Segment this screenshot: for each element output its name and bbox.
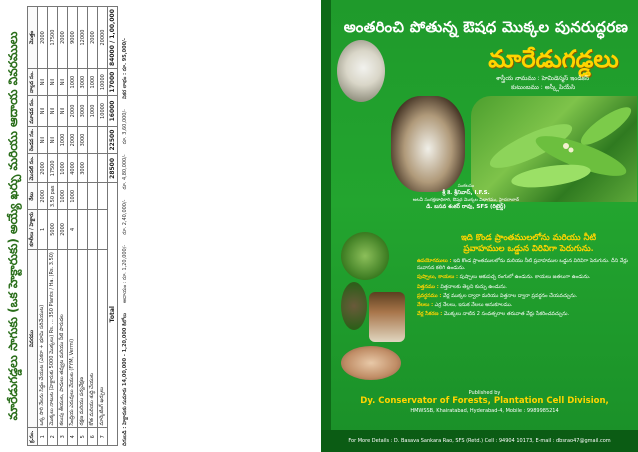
table-cell: 2000: [88, 7, 98, 69]
contact-details: For More Details : D. Basava Sankara Rao, SFS (Retd.) Cell : 94904 10173, E-mail : dbsrao47@gmail.com: [348, 438, 611, 444]
table-cell: 3: [58, 428, 68, 446]
credits-coauthor: డి. బసవ శంకర్ రావు, SFS (రిటైర్డ్): [426, 204, 506, 210]
table-cell: [78, 183, 88, 210]
col-header: నాల్గవ సం.: [28, 69, 38, 96]
info-text: పుష్పాలు ఆకుపచ్చ రంగులో ఉండును. కాయలు జతలుగా ఉండును.: [459, 274, 591, 281]
table-row: [38, 7, 48, 446]
cost-table-body: [38, 7, 118, 446]
table-cell: [88, 210, 98, 250]
col-header: కూలీలు / హెక్టారు: [28, 210, 38, 250]
table-row: [88, 7, 98, 446]
table-cell: 3000: [78, 126, 88, 154]
table-cell: 1: [38, 428, 48, 446]
farmer-photo: [369, 292, 405, 342]
publisher-name: Dy. Conservator of Forests, Plantation Cell Division,: [360, 396, 609, 406]
credits-designation: అటవీ సంరక్షణాధికారి, ఔషధ మొక్కల విభాగము, హైదరాబాద్: [412, 198, 520, 203]
table-cell: 10000: [98, 69, 108, 96]
table-cell: 5: [78, 428, 88, 446]
table-cell: 2000: [58, 210, 68, 250]
table-cell: మొక్కలు నాటుట (హెక్టారుకు 5000 మొక్కలు) Rs. ... 350 Plants / Ha. (Rs. 3.50): [48, 249, 58, 428]
info-paragraph: [417, 258, 629, 272]
col-header: మొత్తం: [28, 7, 38, 69]
cost-table: [27, 6, 118, 446]
info-label: ప్రవర్ధనము :: [417, 292, 442, 299]
publisher-address: HMWSSB, Khairatabad, Hyderabad-4, Mobile : 9989985214: [410, 408, 559, 414]
top-title: అంతరించి పోతున్న ఔషధ మొక్కల పునరుద్ధరణ: [343, 18, 629, 36]
info-text: విత్తనాలకు తెల్లని కుచ్చు ఉండును.: [440, 283, 508, 290]
col-header: వివరము: [28, 249, 38, 428]
table-cell: Nil: [58, 69, 68, 96]
table-cell: 1000: [58, 126, 68, 154]
table-cell: 12000: [78, 7, 88, 69]
table-cell: రక్షణ మరియు పర్యవేక్షణ: [78, 249, 88, 428]
total-row: [108, 7, 118, 446]
info-label: విత్తనము :: [417, 283, 439, 290]
cost-table-title: మారేడుగడ్డలు సాగుకు (ఒక హెక్టారుకు) అయ్యే ఖర్చు మరియు ఆదాయ వివరములు: [6, 31, 20, 421]
table-cell: 2000: [68, 126, 78, 154]
table-row: [98, 7, 108, 446]
table-cell: కలుపు తీయుట, పాదులు తవ్వుట మరియు నీటి పారుదల: [58, 249, 68, 428]
income-note: ఆదాయం : రూ. 1,20,000/-: [122, 244, 128, 304]
table-cell: [88, 154, 98, 183]
contact-footer: [321, 430, 638, 452]
table-cell: Nil: [48, 96, 58, 127]
credits-author: శ్రీ కె. శ్రీనివాస్, I.F.S.: [442, 190, 490, 196]
table-cell: Nil: [58, 96, 68, 127]
table-cell: 1: [38, 210, 48, 250]
info-text: వేర్ల ముక్కల ద్వారా మరియు విత్తనాల ద్వారా ప్రవర్ధనం చేయవచ్చును.: [442, 292, 578, 299]
table-cell: 4: [68, 428, 78, 446]
table-cell: 2000: [38, 7, 48, 69]
table-header-row: [28, 7, 38, 446]
table-cell: [88, 126, 98, 154]
table-cell: 3000: [78, 154, 88, 183]
table-cell: 2: [48, 428, 58, 446]
income-note: రూ. 2,40,000/-: [122, 199, 128, 235]
table-cell: Nil: [38, 96, 48, 127]
info-label: నేలలు :: [417, 302, 434, 309]
total-cell: 22500: [108, 126, 118, 154]
plant-info: [417, 258, 629, 320]
table-cell: 20000: [98, 7, 108, 69]
table-cell: 17500: [48, 154, 58, 183]
table-row: [58, 7, 68, 446]
published-by-label: Published by: [468, 390, 501, 396]
table-row: [48, 7, 58, 446]
info-label: ఉపయోగములు :: [417, 258, 452, 264]
total-label: Total: [108, 183, 118, 446]
table-cell: 1000: [58, 154, 68, 183]
table-cell: [78, 210, 88, 250]
table-cell: ఒక్క సారి నేలను సిద్ధం చేయుట (ఎకరా + భూమి సరిచేయుట): [38, 249, 48, 428]
table-cell: Nil: [38, 126, 48, 154]
table-cell: 9000: [68, 7, 78, 69]
info-paragraph: [417, 284, 629, 291]
info-text: మొక్కలు నాటిన 2 సంవత్సరాల తరువాత వేర్లు సేకరించవచ్చును.: [443, 311, 570, 318]
info-paragraph: [417, 311, 629, 318]
tree-photo: [341, 232, 389, 280]
info-text: ఎర్ర నేలలు, ఇసుక నేలలు అనుకూలము.: [434, 302, 513, 309]
table-cell: సేంద్రియ ఎరువులు వేయుట (FYM, Vermi): [68, 249, 78, 428]
table-cell: 4000: [68, 154, 78, 183]
table-cell: 2000: [38, 154, 48, 183]
seed-photo: [337, 40, 385, 102]
col-header: మూడవ సం.: [28, 96, 38, 127]
table-cell: 1000: [68, 69, 78, 96]
income-note: రూ. 4,80,000/-: [122, 154, 128, 190]
info-label: పుష్పాలు, కాయలు :: [417, 274, 458, 281]
table-cell: [88, 183, 98, 210]
credits-heading: సంకలనం: [457, 184, 475, 189]
income-notes: [122, 6, 129, 446]
table-cell: 1000: [58, 183, 68, 210]
table-cell: 2000: [38, 183, 48, 210]
scientific-name: శాస్త్రీయ నామము : హెమిడెస్మస్ ఇండికస్: [496, 75, 590, 82]
col-header: క్ర.సం.: [28, 428, 38, 446]
table-cell: 7: [98, 428, 108, 446]
table-cell: Nil: [48, 126, 58, 154]
table-cell: 3000: [78, 69, 88, 96]
total-cell: 16000: [108, 96, 118, 127]
tuber-photo: [341, 346, 401, 380]
table-cell: [98, 183, 108, 210]
info-paragraph: [417, 293, 629, 300]
table-cell: Nil: [38, 69, 48, 96]
table-cell: [98, 210, 108, 250]
net-profit-note: నికర లాభం : రూ. 95,000/-: [122, 38, 128, 100]
brochure-cover: [321, 0, 638, 452]
col-header: మొదటి సం.: [28, 154, 38, 183]
table-row: [68, 7, 78, 446]
yield-note: దిగుబడి : హెక్టారుకు సుమారు 14,00,000 - 1,20,000 కిలోలు: [122, 313, 128, 446]
table-cell: Nil: [48, 69, 58, 96]
col-header: రెండవ సం.: [28, 126, 38, 154]
table-cell: మార్కెటింగ్ ఖర్చులు: [98, 249, 108, 428]
main-title: మారేడుగడ్డలు: [488, 44, 619, 73]
table-cell: 3.50 pas: [48, 183, 58, 210]
publisher-block: [331, 390, 638, 414]
table-cell: 4: [68, 210, 78, 250]
table-cell: 1000: [88, 96, 98, 127]
family-name: కుటుంబము : అస్క్లీపియేసి: [511, 84, 576, 91]
seed-pod-photo: [391, 96, 465, 192]
table-cell: 6: [88, 428, 98, 446]
info-label: వేర్ల సేకరణ :: [417, 311, 443, 318]
credits-block: [391, 183, 541, 211]
income-note: రూ. 3,60,000/-: [122, 109, 128, 145]
total-cell: 84000 / 1,00,000: [108, 7, 118, 69]
table-cell: 2000: [68, 96, 78, 127]
table-cell: 1000: [68, 183, 78, 210]
col-header: రేటు: [28, 183, 38, 210]
table-cell: 2000: [58, 7, 68, 69]
total-cell: 28500: [108, 154, 118, 183]
total-cell: 17000: [108, 69, 118, 96]
plant-stem-photo: [341, 282, 367, 330]
table-cell: [98, 154, 108, 183]
table-cell: 1000: [88, 69, 98, 96]
info-paragraph: [417, 302, 629, 309]
table-cell: 3000: [78, 96, 88, 127]
fold-bar: [321, 0, 331, 452]
table-row: [78, 7, 88, 446]
table-cell: 5000: [48, 210, 58, 250]
table-cell: [98, 126, 108, 154]
table-cell: కోత మరియు శుద్ధి చేయుట: [88, 249, 98, 428]
table-cell: 10000: [98, 96, 108, 127]
habitat-highlight: ఇది కొండ ప్రాంతములలోను మరియు నీటి ప్రవాహముల ఒడ్డున విరివిగా పెరుగును.: [460, 233, 597, 254]
info-text: ఇది కొండ ప్రాంతములలోను మరియు నీటి ప్రవాహముల ఒడ్డున విరివిగా పెరుగును. దీని వేర్లు సువాసన కలిగి ఉండును.: [417, 258, 629, 272]
table-cell: 17500: [48, 7, 58, 69]
info-paragraph: [417, 274, 629, 281]
